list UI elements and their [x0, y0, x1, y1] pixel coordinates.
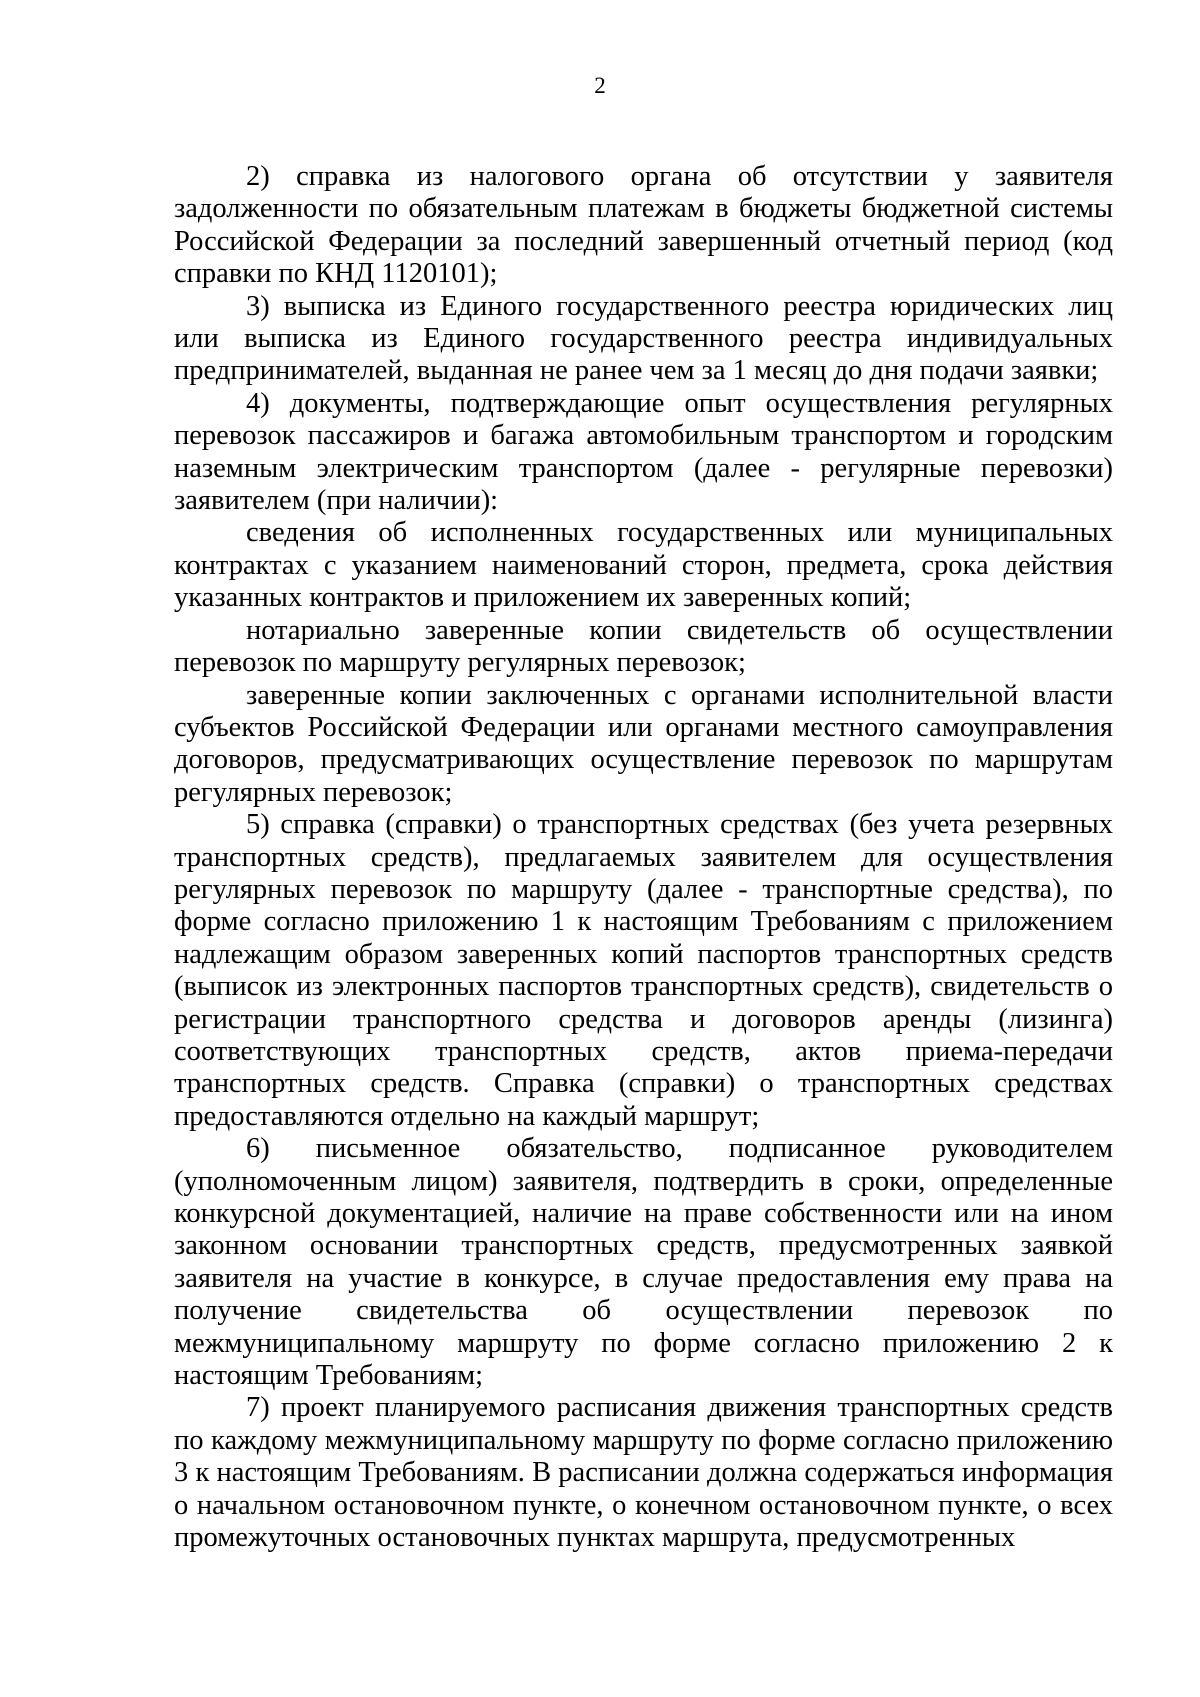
- paragraph-item-4: 4) документы, подтверждающие опыт осуществления регулярных перевозок пассажиров и багажа автомобильным транспортом и городским наземным электрическим транспортом (далее - регулярные перевозки) заявителем (при наличии):: [174, 387, 1113, 517]
- paragraph-subitem-contracts: сведения об исполненных государственных или муниципальных контрактах с указанием наименований сторон, предмета, срока действия указанных контрактов и приложением их заверенных копий;: [174, 517, 1113, 614]
- paragraph-subitem-agreements: заверенные копии заключенных с органами исполнительной власти субъектов Российской Федерации или органами местного самоуправления договоров, предусматривающих осуществление перевозок по маршрутам регулярных перевозок;: [174, 679, 1113, 808]
- paragraph-item-7: 7) проект планируемого расписания движения транспортных средств по каждому межмуниципальному маршруту по форме согласно приложению 3 к настоящим Требованиям. В расписании должна содержаться информация о начальном остановочном пункте, о конечном остановочном пункте, о всех промежуточных остановочных пунктах маршрута, предусмотренных: [174, 1392, 1113, 1554]
- paragraph-item-3: 3) выписка из Единого государственного реестра юридических лиц или выписка из Единого государственного реестра индивидуальных предпринимателей, выданная не ранее чем за 1 месяц до дня подачи заявки;: [174, 290, 1113, 387]
- document-body: [174, 161, 1113, 1554]
- page-number: 2: [594, 73, 606, 98]
- paragraph-item-2: 2) справка из налогового органа об отсутствии у заявителя задолженности по обязательным платежам в бюджеты бюджетной системы Российской Федерации за последний завершенный отчетный период (код справки по КНД 1120101);: [174, 161, 1113, 290]
- paragraph-item-6: 6) письменное обязательство, подписанное руководителем (уполномоченным лицом) заявителя, подтвердить в сроки, определенные конкурсной документацией, наличие на праве собственности или на ином законном основании транспортных средств, предусмотренных заявкой заявителя на участие в конкурсе, в случае предоставления ему права на получение свидетельства об осуществлении перевозок по межмуниципальному маршруту по форме согласно приложению 2 к настоящим Требованиям;: [174, 1133, 1113, 1392]
- paragraph-subitem-certificates: нотариально заверенные копии свидетельств об осуществлении перевозок по маршруту регулярных перевозок;: [174, 614, 1113, 679]
- paragraph-item-5: 5) справка (справки) о транспортных средствах (без учета резервных транспортных средств), предлагаемых заявителем для осуществления регулярных перевозок по маршруту (далее - транспортные средства), по форме согласно приложению 1 к настоящим Требованиям с приложением надлежащим образом заверенных копий паспортов транспортных средств (выписок из электронных паспортов транспортных средств), свидетельств о регистрации транспортного средства и договоров аренды (лизинга) соответствующих транспортных средств, актов приема-передачи транспортных средств. Справка (справки) о транспортных средствах предоставляются отдельно на каждый маршрут;: [174, 809, 1113, 1132]
